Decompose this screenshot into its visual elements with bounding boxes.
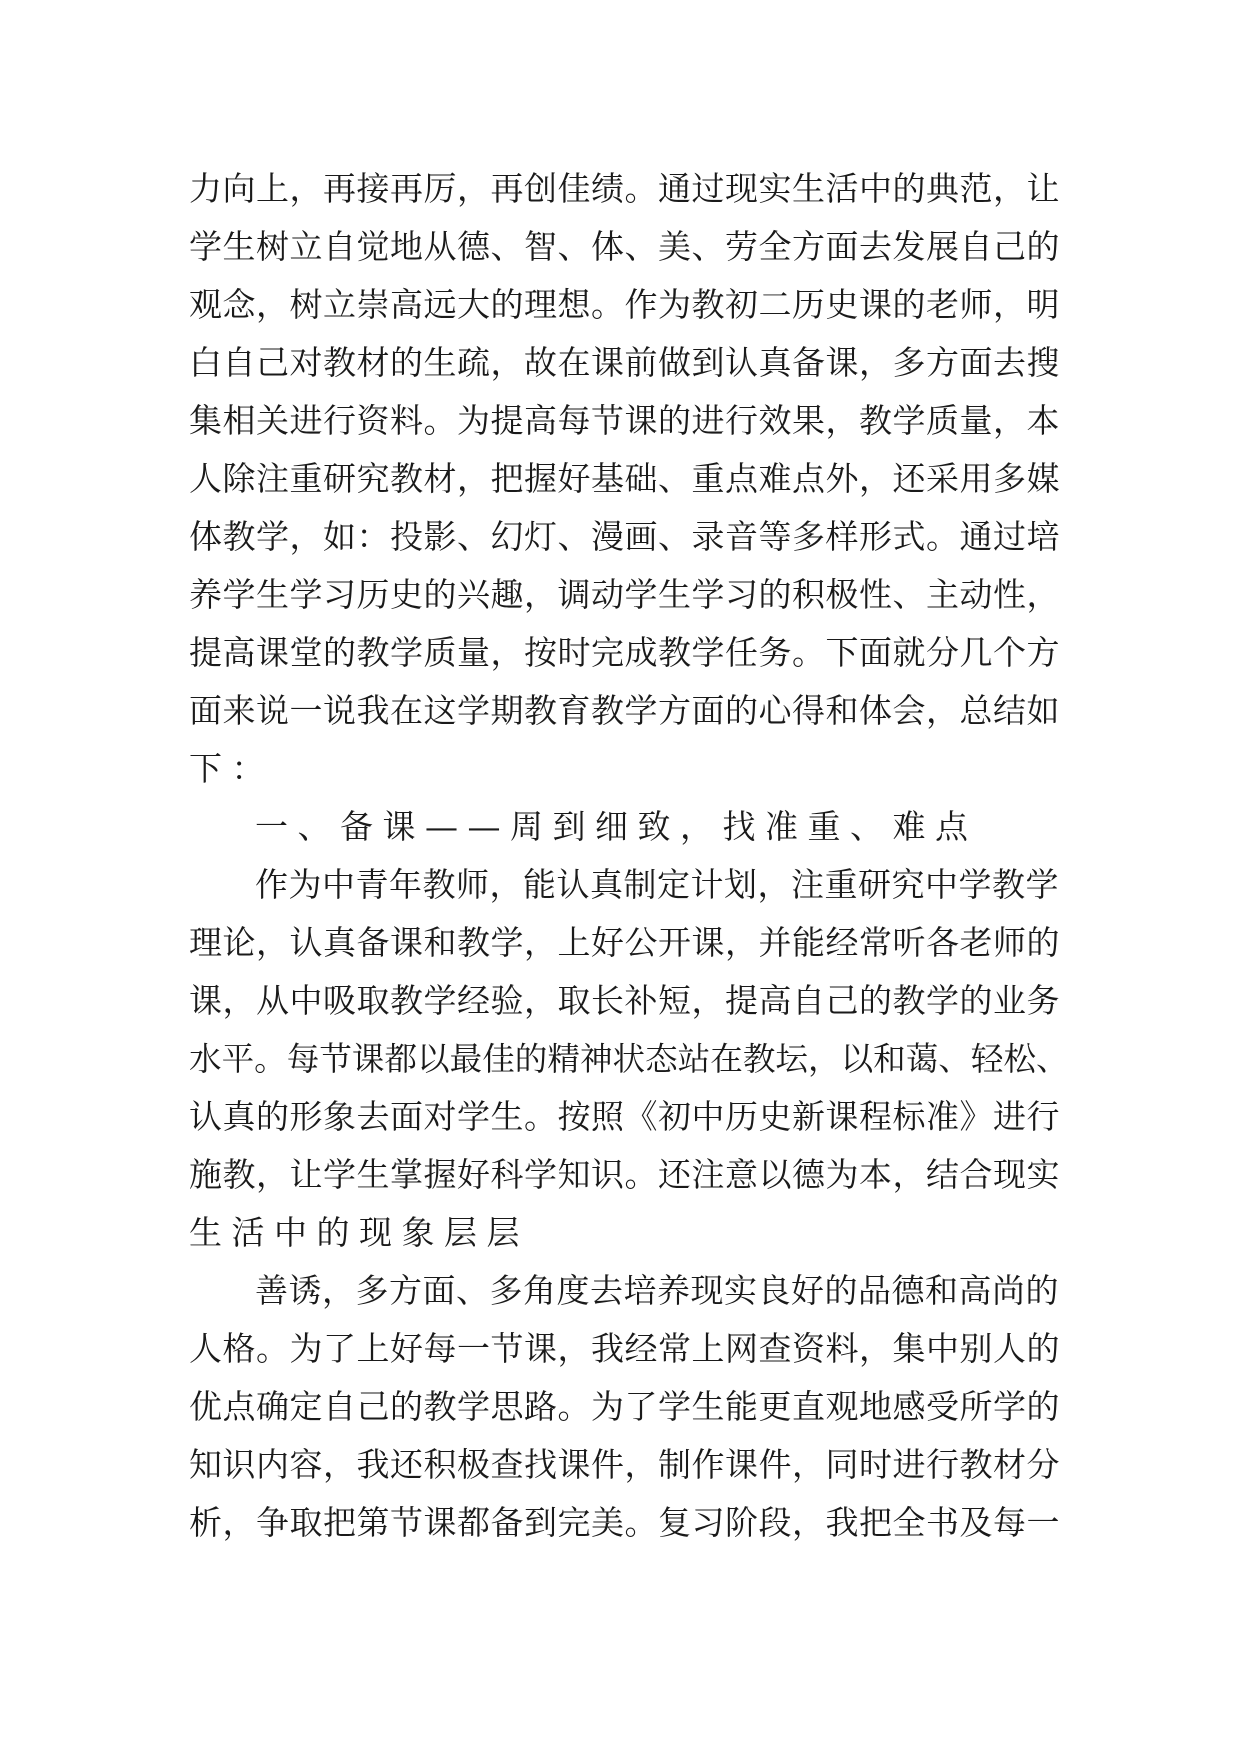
text-line: 养学生学习历史的兴趣，调动学生学习的积极性、主动性， xyxy=(189,575,1060,614)
text-line: 力向上，再接再厉，再创佳绩。通过现实生活中的典范，让 xyxy=(189,169,1060,208)
text-line: 人格。为了上好每一节课，我经常上网查资料，集中别人的 xyxy=(189,1329,1060,1368)
text-line: 善诱，多方面、多角度去培养现实良好的品德和高尚的 xyxy=(255,1271,1059,1310)
text-line: 施教，让学生掌握好科学知识。还注意以德为本，结合现实 xyxy=(189,1155,1060,1194)
text-line: 提高课堂的教学质量，按时完成教学任务。下面就分几个方 xyxy=(189,633,1060,672)
text-line: 水平。每节课都以最佳的精神状态站在教坛，以和蔼、轻松、 xyxy=(189,1040,1069,1078)
text-line: 理论，认真备课和教学，上好公开课，并能经常听各老师的 xyxy=(189,923,1060,962)
text-line: 体教学，如：投影、幻灯、漫画、录音等多样形式。通过培 xyxy=(189,517,1060,556)
document-body xyxy=(189,160,1069,1552)
text-line: 面来说一说我在这学期教育教学方面的心得和体会，总结如 xyxy=(189,691,1060,730)
text-line: 下： xyxy=(189,749,274,788)
text-line: 优点确定自己的教学思路。为了学生能更直观地感受所学的 xyxy=(189,1387,1060,1426)
text-line: 析，争取把第节课都备到完美。复习阶段，我把全书及每一 xyxy=(189,1503,1060,1542)
text-line: 认真的形象去面对学生。按照《初中历史新课程标准》进行 xyxy=(189,1097,1060,1136)
text-line: 白自己对教材的生疏，故在课前做到认真备课，多方面去搜 xyxy=(189,343,1060,382)
text-line: 观念，树立崇高远大的理想。作为教初二历史课的老师，明 xyxy=(189,285,1060,324)
text-line: 作为中青年教师，能认真制定计划，注重研究中学教学 xyxy=(255,865,1059,904)
text-line: 生活中的现象层层 xyxy=(189,1213,529,1252)
text-line: 集相关进行资料。为提高每节课的进行效果，教学质量，本 xyxy=(189,401,1060,440)
text-line: 学生树立自觉地从德、智、体、美、劳全方面去发展自己的 xyxy=(189,227,1060,266)
text-line: 知识内容，我还积极查找课件，制作课件，同时进行教材分 xyxy=(189,1445,1060,1484)
text-line: 课，从中吸取教学经验，取长补短，提高自己的教学的业务 xyxy=(189,981,1060,1020)
section-heading: 一、备课——周到细致，找准重、难点 xyxy=(255,807,978,846)
text-line: 人除注重研究教材，把握好基础、重点难点外，还采用多媒 xyxy=(189,459,1060,498)
